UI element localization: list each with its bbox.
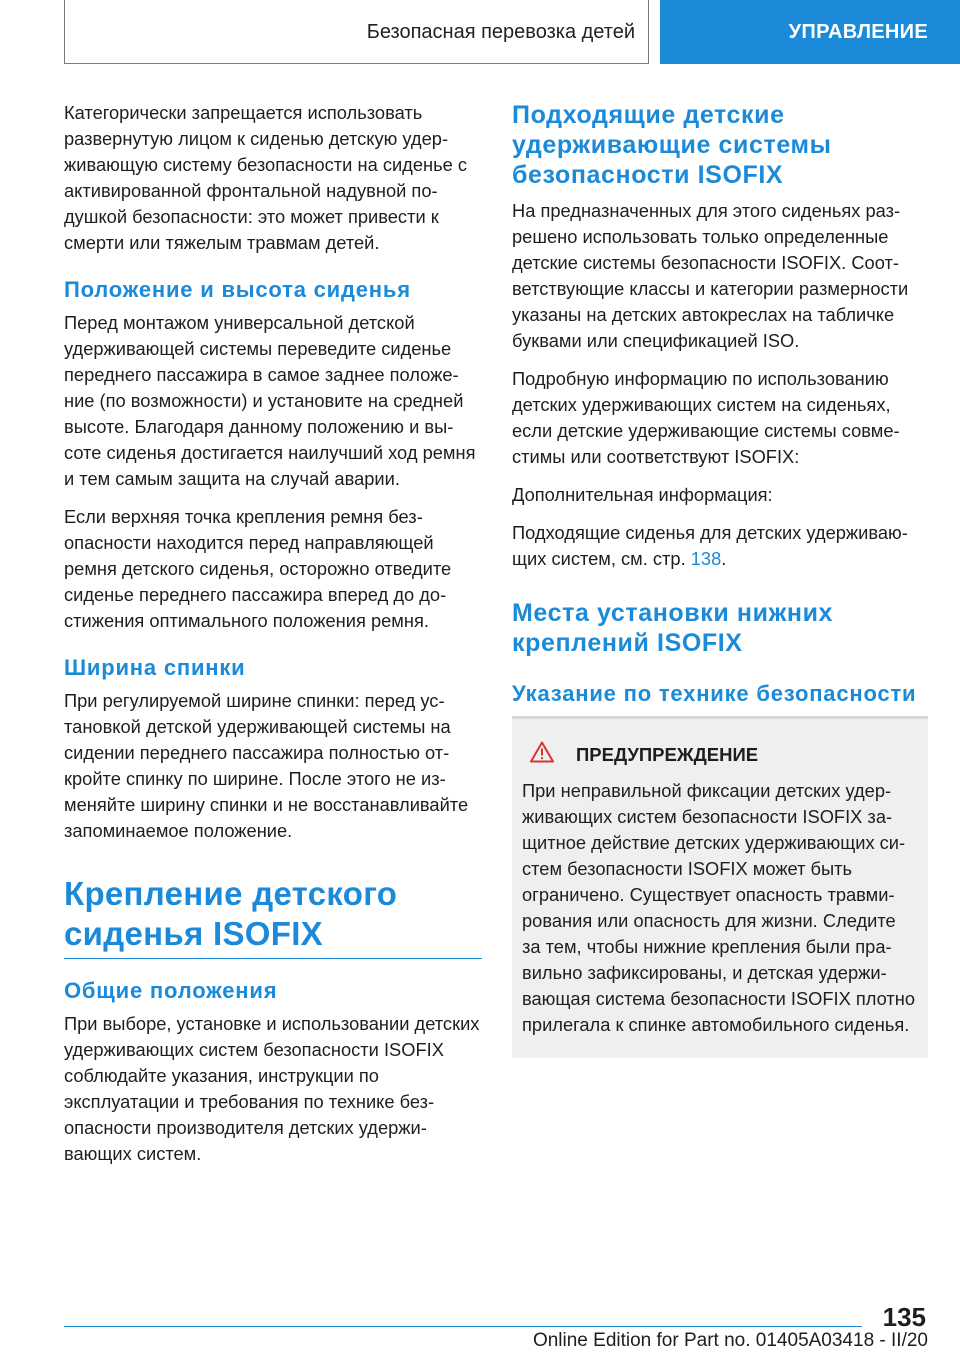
suitable-seats-paragraph [512,520,928,572]
chapter-tab[interactable]: УПРАВЛЕНИЕ [660,0,960,64]
heading-suitable-systems: Подходящие детские удерживающие системы безопасности ISOFIX [512,101,832,189]
heading-divider [64,958,482,959]
heading-general: Общие положения [64,978,278,1003]
suitable-seats-text: Подходящие сиденья для детских удерживающих систем, см. стр. [512,522,908,569]
page-reference-link[interactable]: 138 [690,548,722,569]
warning-header [522,741,918,768]
warning-triangle-icon [530,741,576,768]
suitable-paragraph-2: Подробную информацию по использованию детских удерживающих систем на сиденьях, если детские удерживающие системы совместимы или соответствуют ISOFIX: [512,368,900,467]
page-number: 135 [882,1302,926,1332]
warning-text: При неправильной фиксации детских удерживающих систем безопасности ISOFIX защитное действие детских удерживающих систем безопасности ISOFIX может быть ограничено. Существует опасность травмирования или опасность для жизни. Следите за тем, чтобы нижние крепления были правильно зафиксированы, и детская удерживающая система безопасности ISOFIX плотно прилегала к спинке автомобильного сиденья. [522,780,916,1035]
heading-anchor-locations: Места установки нижних креплений ISOFIX [512,599,834,657]
general-paragraph: При выборе, установке и использовании детских удерживающих систем безопасности ISOFIX соблюдайте указания, инструкции по эксплуатации и требования по технике безопасности производителя детских удерживающих систем. [64,1013,480,1164]
right-column [512,100,928,1058]
heading-isofix-mounting: Крепление детского сиденья ISOFIX [64,875,398,952]
heading-seat-position: Положение и высота сиденья [64,277,411,302]
suitable-paragraph-1: На предназначенных для этого сиденьях разрешено использовать только определенные детские системы безопасности ISOFIX. Соответствующие классы и категории размерности указаны на детских автокреслах на табличке буквами или спецификацией ISO. [512,200,909,351]
additional-info: Дополнительная информация: [512,484,773,505]
seat-position-paragraph-2: Если верхняя точка крепления ремня безопасности находится перед направляющей ремня детского сиденья, осторожно отведите сиденье переднего пассажира вперед до достижения оптимального положения ремня. [64,506,452,631]
section-title: Безопасная перевозка детей [366,20,635,43]
heading-safety-note: Указание по технике безопасности [512,681,917,706]
left-column [64,100,482,1179]
footer-divider [64,1326,862,1327]
heading-backrest-width: Ширина спинки [64,655,246,680]
footer-edition: Online Edition for Part no. 01405A03418 - II/20 [532,1330,928,1351]
warning-box [512,716,928,1058]
warning-title: ПРЕДУПРЕЖДЕНИЕ [576,743,759,765]
seat-position-paragraph-1: Перед монтажом универсальной детской удерживающей системы переведите сиденье переднего пассажира в самое заднее положение (по возможности) и установите на средней высоте. Благодаря данному положению и высоте сиденья достигается наилучший ход ремня и тем самым защита на случай аварии. [64,312,476,489]
intro-paragraph: Категорически запрещается использовать развернутую лицом к сиденью детскую удерживающую систему безопасности на сиденье с активированной фронтальной надувной подушкой безопасности: это может привести к смерти или тяжелым травмам детей. [64,102,468,253]
backrest-width-paragraph: При регулируемой ширине спинки: перед установкой детской удерживающей системы на сидении переднего пассажира полностью откройте спинку по ширине. После этого не изменяйте ширину спинки и не восстанавливайте запоминаемое положение. [64,690,469,841]
suitable-seats-end: . [721,548,727,569]
